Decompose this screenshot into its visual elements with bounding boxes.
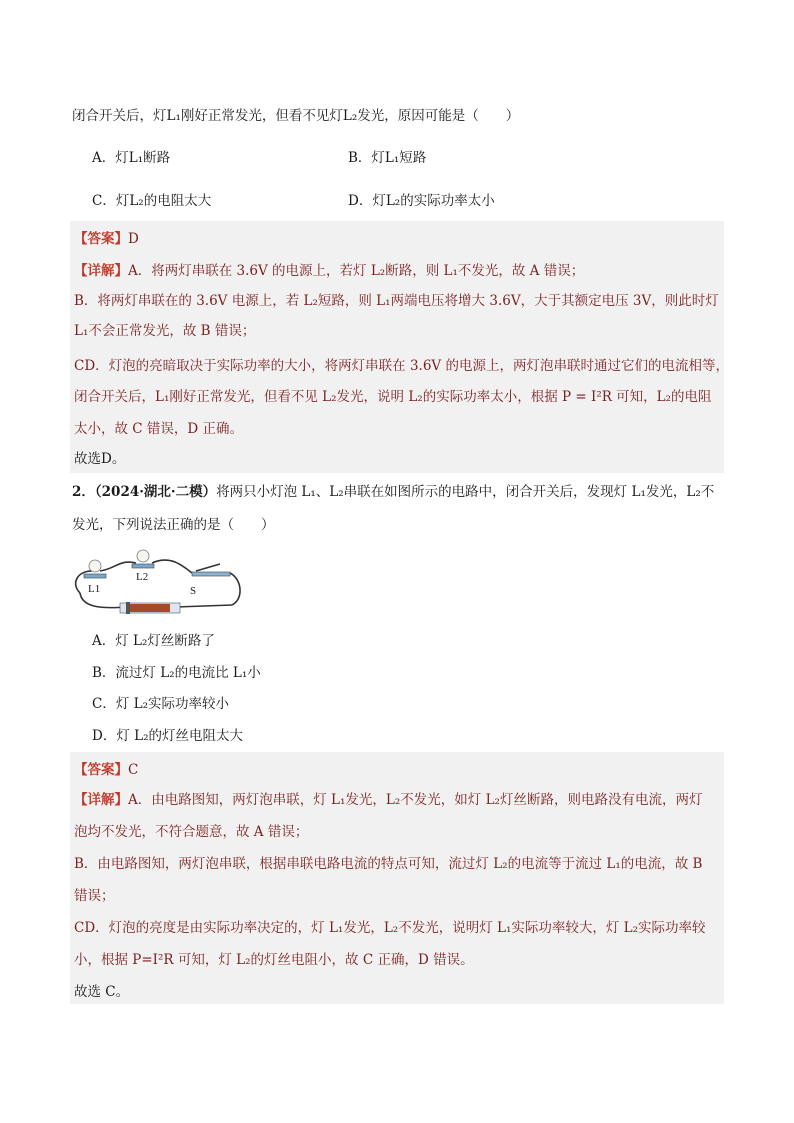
q2-stem-line2: 发光，下列说法正确的是（ ） xyxy=(72,517,275,533)
battery-terminal xyxy=(126,602,130,614)
switch-base xyxy=(192,572,230,576)
wire xyxy=(176,605,232,607)
q1-answer xyxy=(74,229,139,249)
wire xyxy=(152,560,192,573)
q1-explain-line: B．将两灯串联在的 3.6V 电源上，若 L₂短路，则 L₁两端电压将增大 3.6V，大于其额定电压 3V，则此时灯 xyxy=(74,293,719,309)
q2-explain-line: CD．灯泡的亮度是由实际功率决定的，灯 L₁发光，L₂不发光，说明灯 L₁实际功率较大，灯 L₂实际功率较 xyxy=(74,920,706,936)
q1-explain-line: 闭合开关后，L₁刚好正常发光，但看不见 L₂发光，说明 L₂的实际功率太小，根据 P = I²R 可知，L₂的电阻 xyxy=(74,389,712,405)
q2-answer xyxy=(74,760,138,780)
explain-text: A．由电路图知，两灯泡串联，灯 L₁发光，L₂不发光，如灯 L₂灯丝断路，则电路没有电流，两灯 xyxy=(128,792,703,808)
circuit-figure xyxy=(70,547,250,617)
explain-label: 【详解】 xyxy=(74,263,128,279)
q2-number: 2． xyxy=(72,484,95,500)
q2-stem-line1 xyxy=(72,482,714,502)
answer-label: 【答案】 xyxy=(74,762,128,778)
answer-value: D xyxy=(128,231,139,247)
label-l2: L2 xyxy=(136,571,149,583)
q1-option-c: C．灯L₂的电阻太大 xyxy=(92,193,212,209)
q1-stem: 闭合开关后，灯L₁刚好正常发光，但看不见灯L₂发光，原因可能是（ ） xyxy=(72,108,520,124)
q1-explain-line: 太小，故 C 错误，D 正确。 xyxy=(74,421,244,437)
q2-option-a: A．灯 L₂灯丝断路了 xyxy=(92,633,215,649)
q1-explain-line: L₁不会正常发光，故 B 错误； xyxy=(74,323,256,339)
q2-option-b: B．流过灯 L₂的电流比 L₁小 xyxy=(92,665,261,681)
label-switch: S xyxy=(190,585,197,597)
answer-label: 【答案】 xyxy=(74,231,128,247)
label-l1: L1 xyxy=(88,583,101,595)
bulb-l2-icon xyxy=(137,550,149,562)
q2-explain-line xyxy=(74,790,702,810)
bulb-l1-icon xyxy=(89,560,101,572)
wire xyxy=(230,573,240,605)
q2-option-c: C．灯 L₂实际功率较小 xyxy=(92,696,229,712)
q1-option-b: B．灯L₁短路 xyxy=(348,150,427,166)
q2-stem: 将两只小灯泡 L₁、L₂串联在如图所示的电路中，闭合开关后，发现灯 L₁发光，L₂不 xyxy=(216,484,715,500)
bulb-base-l1 xyxy=(84,574,106,578)
q2-conclusion: 故选 C。 xyxy=(74,984,130,1000)
q1-explain-line xyxy=(74,261,584,281)
q1-option-d: D．灯L₂的实际功率太小 xyxy=(348,193,495,209)
q1-answer-box xyxy=(70,221,729,473)
q1-option-a: A．灯L₁断路 xyxy=(92,150,171,166)
wire xyxy=(100,562,136,571)
q2-option-d: D．灯 L₂的灯丝电阻太大 xyxy=(92,728,243,744)
q2-explain-line: B．由电路图知，两灯泡串联，根据串联电路电流的特点可知，流过灯 L₂的电流等于流过 L₁的电流，故 B xyxy=(74,856,703,872)
switch-lever-icon xyxy=(196,564,220,571)
q2-explain-line: 小，根据 P=I²R 可知，灯 L₂的灯丝电阻小，故 C 正确，D 错误。 xyxy=(74,952,474,968)
q2-explain-line: 泡均不发光，不符合题意，故 A 错误； xyxy=(74,824,309,840)
wire xyxy=(80,593,126,608)
q2-explain-line: 错误； xyxy=(74,888,115,904)
q1-explain-line: CD．灯泡的亮暗取决于实际功率的大小，将两灯串联在 3.6V 的电源上，两灯泡串联时通过它们的电流相等， xyxy=(74,358,729,374)
bulb-base-l2 xyxy=(132,564,154,568)
explain-text: A．将两灯串联在 3.6V 的电源上，若灯 L₂断路，则 L₁不发光，故 A 错误； xyxy=(128,263,585,279)
q2-answer-box xyxy=(70,752,724,1004)
battery-icon xyxy=(130,604,170,612)
answer-value: C xyxy=(128,762,139,778)
q2-source: （2024·湖北·二模） xyxy=(94,484,217,500)
explain-label: 【详解】 xyxy=(74,792,128,808)
q1-conclusion: 故选D。 xyxy=(74,451,126,467)
